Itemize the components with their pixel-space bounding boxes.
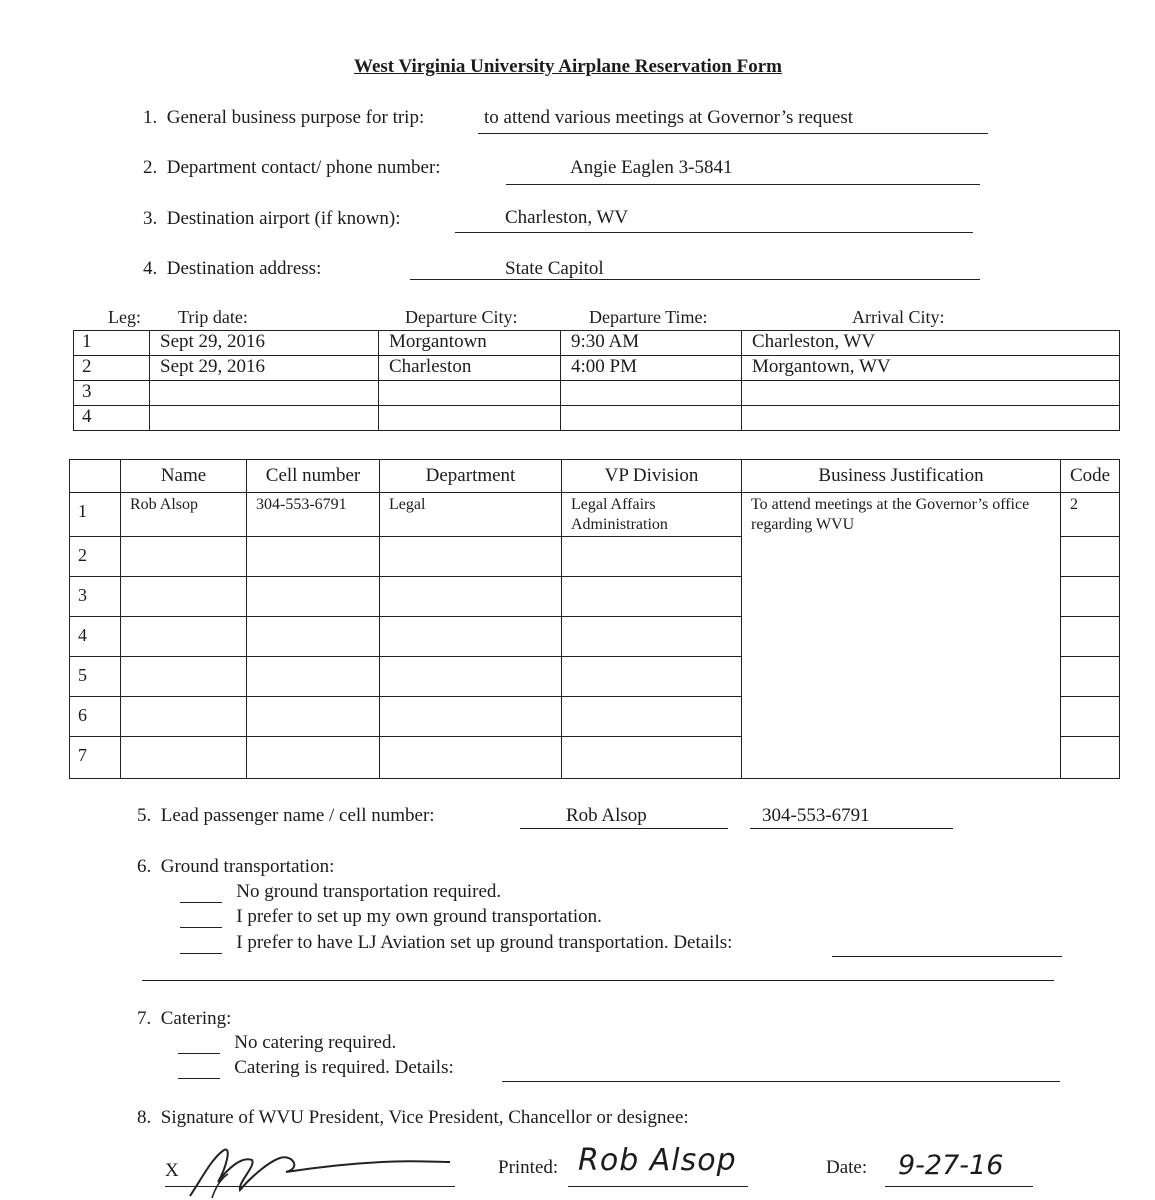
q8-text: Signature of WVU President, Vice President, Chancellor or designee: [160, 1107, 689, 1128]
header-business-justification: Business Justification [742, 460, 1061, 493]
leg-trip-date[interactable]: Sept 29, 2016 [150, 331, 379, 356]
q2-text: Department contact/ phone number: [166, 157, 441, 178]
passenger-vp-division[interactable] [562, 617, 742, 657]
q8-number: 8. [137, 1107, 152, 1128]
q1-text: General business purpose for trip: [166, 107, 425, 128]
passenger-name[interactable] [121, 537, 247, 577]
passenger-name[interactable]: Rob Alsop [121, 493, 247, 537]
leg-number: 4 [74, 406, 150, 431]
leg-departure-time[interactable]: 4:00 PM [561, 356, 742, 381]
leg-departure-city[interactable] [379, 406, 561, 431]
passenger-code[interactable] [1061, 617, 1120, 657]
signature-line [165, 1186, 455, 1187]
header-vp-division: VP Division [562, 460, 742, 493]
q3-number: 3. [143, 208, 158, 229]
leg-trip-date[interactable]: Sept 29, 2016 [150, 356, 379, 381]
date-line [885, 1186, 1033, 1187]
q4-number: 4. [143, 258, 158, 279]
leg-number: 3 [74, 381, 150, 406]
leg-departure-city[interactable]: Morgantown [379, 331, 561, 356]
leg-number: 2 [74, 356, 150, 381]
header-name: Name [121, 460, 247, 493]
passenger-code[interactable]: 2 [1061, 493, 1120, 537]
q6-option-2-checkbox[interactable] [180, 910, 222, 928]
signature-image[interactable] [182, 1138, 462, 1200]
passenger-vp-division[interactable] [562, 577, 742, 617]
q6-details-line[interactable] [142, 980, 1054, 981]
row-number: 7 [70, 737, 121, 779]
passenger-name[interactable] [121, 697, 247, 737]
legs-header-arrival-city: Arrival City: [852, 307, 945, 327]
passenger-department[interactable] [380, 577, 562, 617]
passenger-name[interactable] [121, 577, 247, 617]
passenger-name[interactable] [121, 657, 247, 697]
passenger-department[interactable] [380, 737, 562, 779]
q5-cell-underline [750, 828, 953, 829]
q7-option-1 [178, 1032, 396, 1054]
leg-arrival-city[interactable] [742, 381, 1120, 406]
table-row [70, 493, 1120, 537]
q4-value[interactable]: State Capitol [505, 258, 604, 279]
q4-label [143, 258, 321, 280]
q7-option-2-label: Catering is required. Details: [234, 1057, 454, 1078]
passenger-cell[interactable] [247, 537, 380, 577]
passenger-cell[interactable] [247, 737, 380, 779]
q4-text: Destination address: [166, 258, 322, 279]
passenger-vp-division[interactable]: Legal Affairs Administration [562, 493, 742, 537]
q2-number: 2. [143, 157, 158, 178]
q6-option-2-label: I prefer to set up my own ground transportation. [236, 906, 602, 927]
q6-details-field[interactable] [832, 956, 1062, 957]
passenger-name[interactable] [121, 737, 247, 779]
q3-label [143, 208, 401, 230]
q7-option-1-label: No catering required. [234, 1032, 397, 1053]
legs-header-date: Trip date: [178, 307, 248, 327]
q7-option-1-checkbox[interactable] [178, 1036, 220, 1054]
passenger-vp-division[interactable] [562, 697, 742, 737]
q7-number: 7. [137, 1008, 152, 1029]
q2-label [143, 157, 441, 179]
q2-value[interactable]: Angie Eaglen 3-5841 [570, 157, 733, 178]
passenger-code[interactable] [1061, 577, 1120, 617]
legs-header-departure-city: Departure City: [405, 307, 518, 327]
q6-option-1-checkbox[interactable] [180, 885, 222, 903]
q4-underline [410, 279, 980, 280]
q5-number: 5. [137, 805, 152, 826]
passenger-code[interactable] [1061, 737, 1120, 779]
q6-option-3-label: I prefer to have LJ Aviation set up ground transportation. Details: [236, 932, 733, 953]
passenger-department[interactable] [380, 537, 562, 577]
leg-trip-date[interactable] [150, 381, 379, 406]
q6-option-3 [180, 932, 732, 954]
passenger-table [69, 459, 1120, 779]
leg-departure-time[interactable] [561, 381, 742, 406]
form-title: West Virginia University Airplane Reservation Form [354, 56, 782, 77]
passenger-code[interactable] [1061, 697, 1120, 737]
q2-underline [506, 184, 980, 185]
q6-number: 6. [137, 856, 152, 877]
passenger-department[interactable]: Legal [380, 493, 562, 537]
row-number: 5 [70, 657, 121, 697]
header-row-number [70, 460, 121, 493]
printed-name-line [568, 1186, 748, 1187]
row-number: 6 [70, 697, 121, 737]
q7-option-2 [178, 1057, 454, 1079]
leg-departure-time[interactable] [561, 406, 742, 431]
q7-label [137, 1008, 231, 1030]
leg-departure-time[interactable]: 9:30 AM [561, 331, 742, 356]
passenger-vp-division[interactable] [562, 657, 742, 697]
printed-label: Printed: [498, 1157, 559, 1178]
date-value[interactable]: 9-27-16 [898, 1150, 1004, 1181]
passenger-name[interactable] [121, 617, 247, 657]
passenger-cell[interactable] [247, 657, 380, 697]
q6-label [137, 856, 334, 878]
table-row [74, 406, 1120, 431]
q5-text: Lead passenger name / cell number: [160, 805, 435, 826]
q8-label [137, 1107, 689, 1129]
leg-arrival-city[interactable]: Morgantown, WV [742, 356, 1120, 381]
q6-option-1 [180, 881, 501, 903]
row-number: 4 [70, 617, 121, 657]
q6-text: Ground transportation: [160, 856, 335, 877]
leg-departure-city[interactable] [379, 381, 561, 406]
table-row [74, 356, 1120, 381]
passenger-cell[interactable] [247, 697, 380, 737]
q3-text: Destination airport (if known): [166, 208, 401, 229]
printed-name-value[interactable]: Rob Alsop [578, 1143, 737, 1178]
passenger-cell[interactable]: 304-553-6791 [247, 493, 380, 537]
table-row [74, 381, 1120, 406]
leg-departure-city[interactable]: Charleston [379, 356, 561, 381]
row-number: 2 [70, 537, 121, 577]
date-label: Date: [826, 1157, 868, 1178]
q5-name-underline [520, 828, 728, 829]
q7-option-2-checkbox[interactable] [178, 1061, 220, 1079]
legs-table [73, 330, 1120, 431]
leg-arrival-city[interactable] [742, 406, 1120, 431]
business-justification[interactable]: To attend meetings at the Governor’s office regarding WVU [742, 493, 1061, 779]
passenger-code[interactable] [1061, 537, 1120, 577]
q1-underline [478, 133, 988, 134]
q1-label [143, 107, 424, 129]
q3-underline [455, 232, 973, 233]
q7-details-field[interactable] [502, 1081, 1060, 1082]
signature-x-mark: X [165, 1160, 179, 1181]
passenger-cell[interactable] [247, 577, 380, 617]
row-number: 3 [70, 577, 121, 617]
q3-value[interactable]: Charleston, WV [505, 207, 629, 228]
q5-cell-value[interactable]: 304-553-6791 [762, 805, 870, 826]
legs-header-departure-time: Departure Time: [589, 307, 708, 327]
header-cell-number: Cell number [247, 460, 380, 493]
leg-number: 1 [74, 331, 150, 356]
q7-text: Catering: [160, 1008, 232, 1029]
passenger-vp-division[interactable] [562, 537, 742, 577]
q1-value[interactable]: to attend various meetings at Governor’s request [484, 107, 853, 128]
q5-name-value[interactable]: Rob Alsop [566, 805, 647, 826]
passenger-vp-division[interactable] [562, 737, 742, 779]
passenger-department[interactable] [380, 657, 562, 697]
q6-option-2 [180, 906, 602, 928]
passenger-cell[interactable] [247, 617, 380, 657]
leg-trip-date[interactable] [150, 406, 379, 431]
header-department: Department [380, 460, 562, 493]
table-row [74, 331, 1120, 356]
q5-label [137, 805, 435, 827]
q1-number: 1. [143, 107, 158, 128]
legs-header-leg: Leg: [108, 307, 141, 327]
row-number: 1 [70, 493, 121, 537]
passenger-code[interactable] [1061, 657, 1120, 697]
passenger-header-row [70, 460, 1120, 493]
passenger-department[interactable] [380, 617, 562, 657]
header-code: Code [1061, 460, 1120, 493]
leg-arrival-city[interactable]: Charleston, WV [742, 331, 1120, 356]
q6-option-1-label: No ground transportation required. [236, 881, 502, 902]
q6-option-3-checkbox[interactable] [180, 936, 222, 954]
passenger-department[interactable] [380, 697, 562, 737]
